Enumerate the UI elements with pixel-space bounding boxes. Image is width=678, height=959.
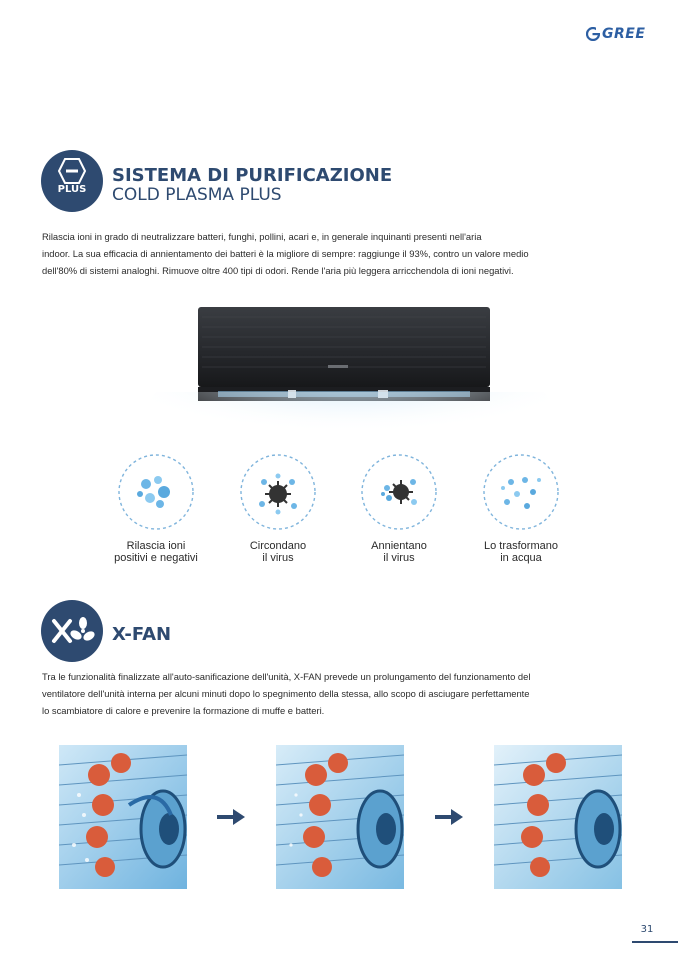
heat-exchanger-image-dry xyxy=(494,745,622,889)
text-line: indoor. La sua efficacia di annientamento dei batteri è la migliore di sempre: raggiunge il 93%, contro un valore medio xyxy=(42,248,529,259)
arrow-right-icon xyxy=(217,808,245,826)
text-line: Rilascia ioni in grado di neutralizzare batteri, funghi, pollini, acari e, in generale inquinanti presenti nell'aria xyxy=(42,231,482,242)
step-label: Rilascia ioni positivi e negativi xyxy=(114,540,198,564)
airflow-graphic xyxy=(150,392,550,452)
heat-exchanger-image-drying xyxy=(276,745,404,889)
step-label: Circondano il virus xyxy=(249,540,307,564)
section-title: SISTEMA DI PURIFICAZIONE xyxy=(112,165,393,186)
step-label: Annientano il virus xyxy=(371,540,427,564)
step-turn-into-water xyxy=(461,452,581,564)
section-title: X-FAN xyxy=(112,624,172,645)
text-line: lo scambiatore di calore e prevenire la formazione di muffe e batteri. xyxy=(42,705,325,716)
xfan-icon xyxy=(49,613,95,649)
gree-logo xyxy=(586,26,645,42)
xfan-badge xyxy=(41,600,103,662)
page-number: 31 xyxy=(640,924,654,935)
virus-surrounded-icon xyxy=(238,452,318,532)
ions-icon xyxy=(116,452,196,532)
hexagon-minus-icon xyxy=(58,158,86,184)
arrow-right-icon xyxy=(435,808,463,826)
section-subtitle: COLD PLASMA PLUS xyxy=(112,185,282,205)
plus-label: PLUS xyxy=(57,184,87,195)
text-line: Tra le funzionalità finalizzate all'auto-sanificazione dell'unità, X-FAN prevede un prolungamento del funzionamento del xyxy=(42,671,531,682)
virus-destroyed-icon xyxy=(359,452,439,532)
gree-logo-icon xyxy=(586,27,600,41)
step-release-ions xyxy=(96,452,216,564)
plus-badge xyxy=(41,150,103,212)
xfan-description xyxy=(42,668,642,719)
step-destroy-virus xyxy=(339,452,459,564)
cold-plasma-description xyxy=(42,228,642,279)
page-number-underline xyxy=(632,941,678,943)
step-surround-virus xyxy=(218,452,338,564)
water-drops-icon xyxy=(481,452,561,532)
air-conditioner-unit-image xyxy=(198,307,490,405)
text-line: dell'80% di sistemi analoghi. Rimuove oltre 400 tipi di odori. Rende l'aria più leggera arricchendola di ioni negativi. xyxy=(42,265,514,276)
text-line: ventilatore dell'unità interna per alcuni minuti dopo lo spegnimento della stessa, allo scopo di asciugare perfettamente xyxy=(42,688,530,699)
heat-exchanger-image-wet xyxy=(59,745,187,889)
brand-name: GREE xyxy=(602,26,646,42)
step-label: Lo trasformano in acqua xyxy=(484,540,558,564)
